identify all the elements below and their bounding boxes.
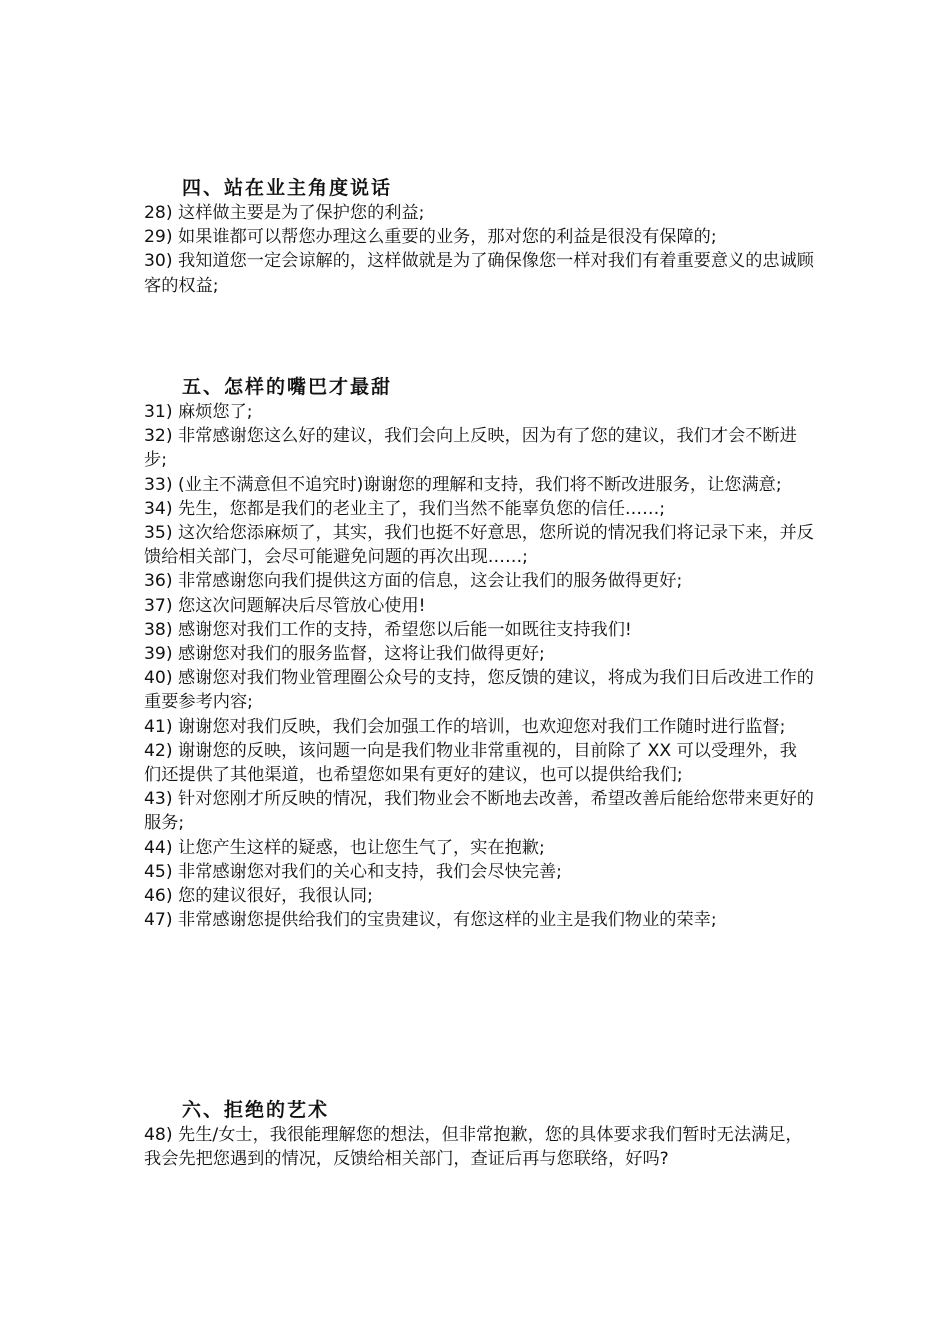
list-item: 40) 感谢您对我们物业管理圈公众号的支持，您反馈的建议，将成为我们日后改进工作的重要参考内容; <box>144 668 814 713</box>
list-item: 34) 先生，您都是我们的老业主了，我们当然不能辜负您的信任……; <box>144 498 666 519</box>
section-heading: 六、拒绝的艺术 <box>182 1099 330 1121</box>
item-list <box>144 400 814 932</box>
list-item: 39) 感谢您对我们的服务监督，这将让我们做得更好; <box>144 644 545 665</box>
item-list <box>144 201 814 298</box>
list-item: 47) 非常感谢您提供给我们的宝贵建议，有您这样的业主是我们物业的荣幸; <box>144 910 717 931</box>
list-item: 33) (业主不满意但不追究时)谢谢您的理解和支持，我们将不断改进服务，让您满意; <box>144 474 782 495</box>
item-list <box>144 1123 814 1171</box>
section-4 <box>144 175 814 298</box>
list-item: 42) 谢谢您的反映，该问题一向是我们物业非常重视的，目前除了 XX 可以受理外，我们还提供了其他渠道，也希望您如果有更好的建议，也可以提供给我们; <box>144 740 797 786</box>
list-item: 45) 非常感谢您对我们的关心和支持，我们会尽快完善; <box>144 861 562 882</box>
list-item: 46) 您的建议很好，我很认同; <box>144 886 373 907</box>
list-item: 41) 谢谢您对我们反映，我们会加强工作的培训，也欢迎您对我们工作随时进行监督; <box>144 716 786 737</box>
section-5 <box>144 374 814 932</box>
list-item: 28) 这样做主要是为了保护您的利益; <box>144 203 425 223</box>
list-item: 44) 让您产生这样的疑惑，也让您生气了，实在抱歉; <box>144 837 545 858</box>
list-item: 48) 先生/女士，我很能理解您的想法，但非常抱歉，您的具体要求我们暂时无法满足，我会先把您遇到的情况，反馈给相关部门，查证后再与您联络，好吗? <box>144 1125 803 1170</box>
list-item: 36) 非常感谢您向我们提供这方面的信息，这会让我们的服务做得更好; <box>144 571 683 592</box>
list-item: 35) 这次给您添麻烦了，其实，我们也挺不好意思，您所说的情况我们将记录下来，并反馈给相关部门，会尽可能避免问题的再次出现……; <box>144 523 814 568</box>
list-item: 29) 如果谁都可以帮您办理这么重要的业务，那对您的利益是很没有保障的; <box>144 227 717 248</box>
list-item: 38) 感谢您对我们工作的支持，希望您以后能一如既往支持我们! <box>144 619 632 640</box>
list-item: 32) 非常感谢您这么好的建议，我们会向上反映，因为有了您的建议，我们才会不断进步; <box>144 426 797 471</box>
section-heading: 四、站在业主角度说话 <box>182 177 393 199</box>
list-item: 37) 您这次问题解决后尽管放心使用! <box>144 595 426 616</box>
list-item: 43) 针对您刚才所反映的情况，我们物业会不断地去改善，希望改善后能给您带来更好的服务; <box>144 789 814 834</box>
section-6 <box>144 1097 814 1171</box>
section-heading: 五、怎样的嘴巴才最甜 <box>182 376 393 398</box>
list-item: 30) 我知道您一定会谅解的，这样做就是为了确保像您一样对我们有着重要意义的忠诚顾客的权益; <box>144 251 814 296</box>
list-item: 31) 麻烦您了; <box>144 402 253 422</box>
